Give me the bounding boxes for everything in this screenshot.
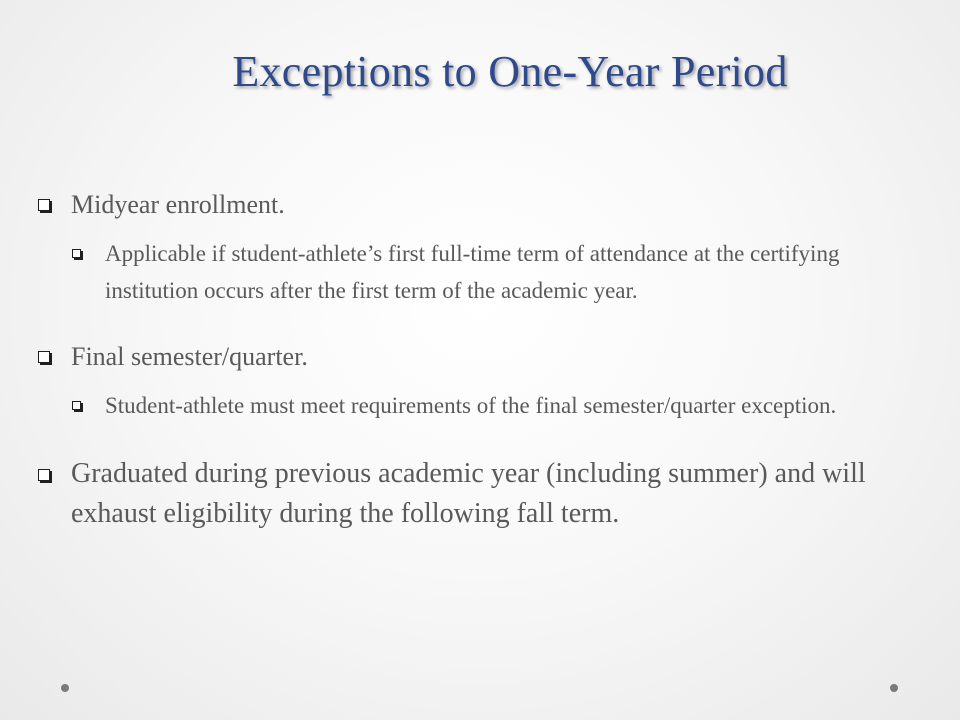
bullet-text: Midyear enrollment. <box>71 190 285 219</box>
bullet-item-final-semester <box>36 338 876 375</box>
square-bullet-icon <box>72 249 81 258</box>
sub-bullet-text: Student-athlete must meet requirements of the final semester/quarter exception. <box>105 393 837 418</box>
square-bullet-icon <box>38 351 50 363</box>
bullet-item-graduated <box>36 454 876 534</box>
sub-bullet-item-final-semester <box>70 387 876 424</box>
bullet-item-midyear <box>36 186 876 223</box>
slide-title: Exceptions to One-Year Period <box>232 47 788 96</box>
square-bullet-icon <box>38 199 50 211</box>
bullet-text: Graduated during previous academic year (including summer) and will exhaust eligibility during the following fall term. <box>71 458 866 529</box>
sub-bullet-item-midyear <box>70 235 876 309</box>
square-bullet-icon <box>38 469 50 481</box>
dot-icon <box>890 684 898 692</box>
bullet-list <box>36 186 876 534</box>
bullet-text: Final semester/quarter. <box>71 342 308 371</box>
sub-bullet-text: Applicable if student-athlete’s first full-time term of attendance at the certifying institution occurs after the first term of the academic year. <box>105 241 840 303</box>
square-bullet-icon <box>72 401 81 410</box>
dot-icon <box>61 684 69 692</box>
